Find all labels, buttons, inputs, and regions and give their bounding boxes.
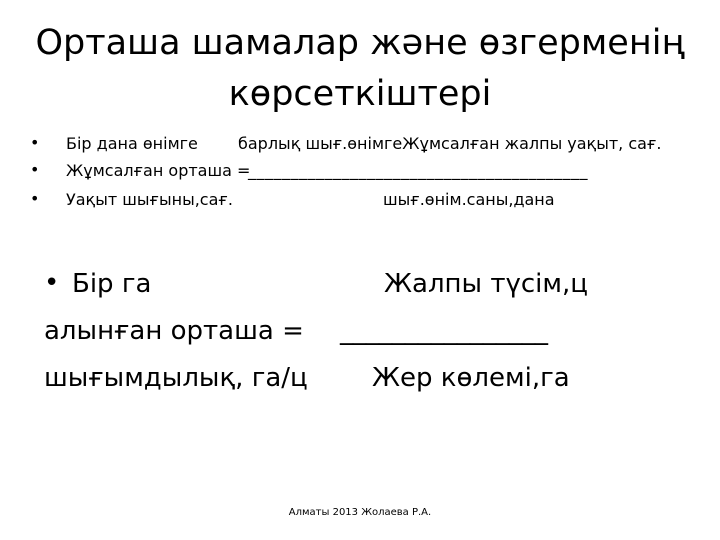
slide-title-line-2: көрсеткіштері	[228, 74, 492, 114]
slide-title-line-1: Орташа шамалар және өзгерменің	[35, 23, 685, 63]
formula2-line1-left: Бір га	[72, 269, 152, 299]
bullet-3: •	[30, 189, 40, 208]
bullet-2: •	[30, 160, 40, 179]
formula1-row1-left: Бір дана өнімге	[66, 134, 198, 153]
bullet-1: •	[30, 133, 40, 152]
formula1-row1-right: барлық шығ.өнімгеЖұмсалған жалпы уақыт, сағ.	[238, 134, 662, 153]
bullet-4: •	[44, 268, 60, 298]
slide-footer: Алматы 2013 Жолаева Р.А.	[288, 507, 432, 518]
formula2-line1-right: Жалпы түсім,ц	[384, 269, 588, 299]
formula1-row3-left: Уақыт шығыны,сағ.	[66, 190, 233, 209]
formula1-row2-left: Жұмсалған орташа =	[66, 161, 251, 180]
formula2-line2-left: алынған орташа =	[44, 316, 304, 346]
formula2-line3-left: шығымдылық, га/ц	[44, 363, 308, 393]
formula1-row3-right: шығ.өнім.саны,дана	[383, 190, 555, 209]
formula2-fraction-line: ________________	[340, 316, 548, 346]
formula2-line3-right: Жер көлемі,га	[372, 363, 570, 393]
formula1-fraction-line: ________________________________________	[248, 161, 588, 180]
